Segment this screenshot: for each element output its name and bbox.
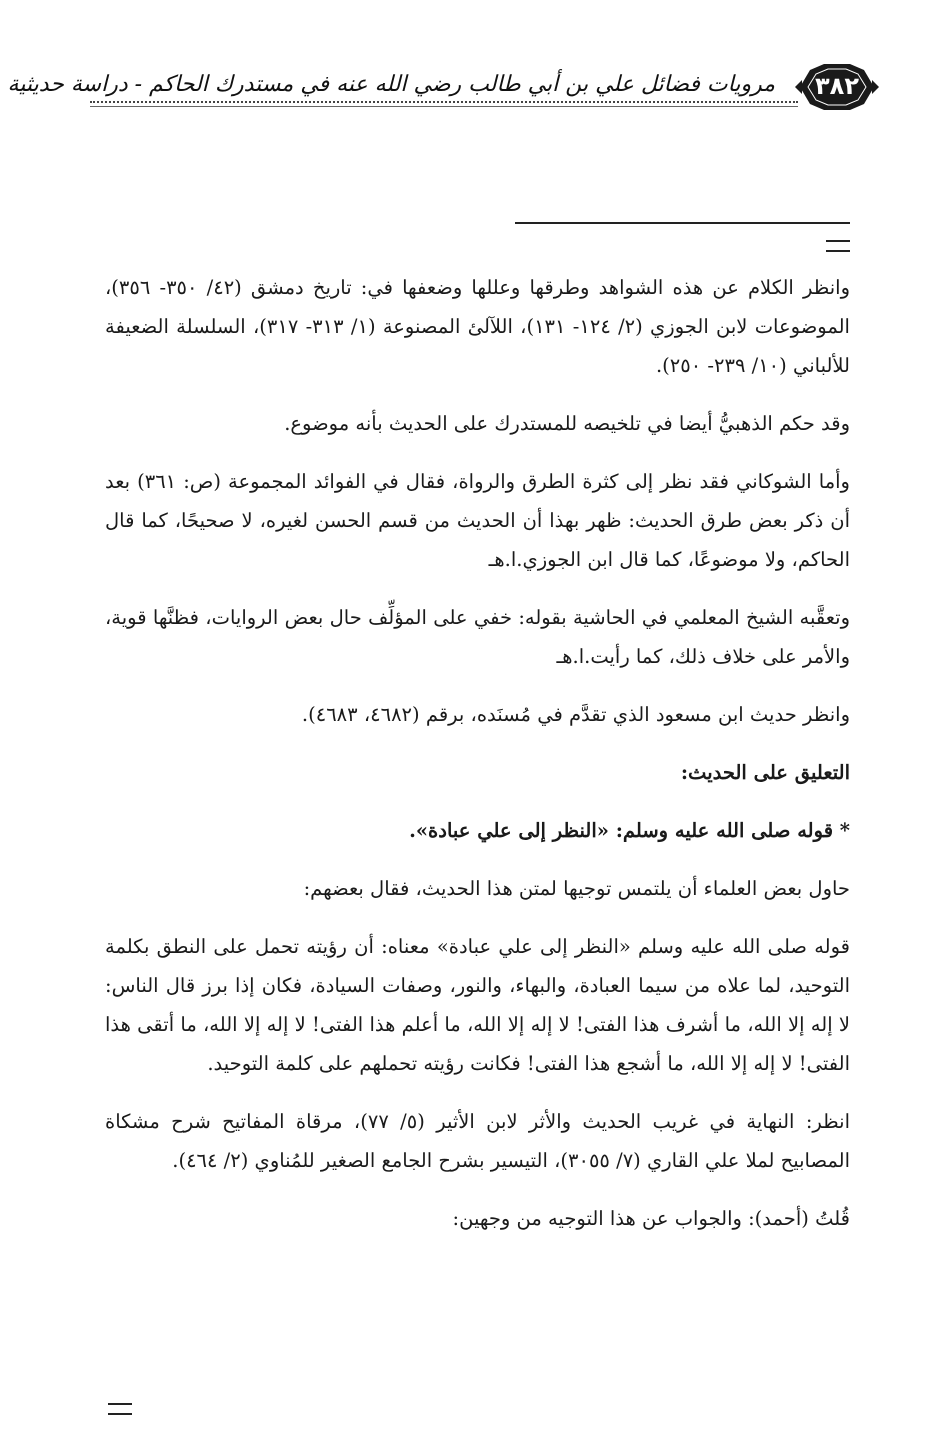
section-heading: التعليق على الحديث: bbox=[680, 761, 850, 784]
paragraph-ibn-masud: وانظر حديث ابن مسعود الذي تقدَّم في مُسنَده، برقم (٤٦٨٢، ٤٦٨٣). bbox=[301, 703, 850, 726]
header-rule-dotted bbox=[90, 101, 798, 103]
paragraph-meaning: قوله صلى الله عليه وسلم «النظر إلى علي عبادة» معناه: أن رؤيته تحمل على النطق بكلمة التوحيد، لما علاه من سيما العبادة، والبهاء، والنور، وصفات السيادة، فكان إذا برز قال الناس: لا إله إلا الله، ما أشرف هذا الفتى! لا إله إلا الله، ما أعلم هذا الفتى! لا إله إلا الله، ما أتقى هذا الفتى! لا إله إلا الله، ما أشجع هذا الفتى! فكانت رؤيته تحملهم على كلمة التوحيد. bbox=[105, 935, 850, 1075]
paragraph-scholars: حاول بعض العلماء أن يلتمس توجيها لمتن هذا الحديث، فقال بعضهم: bbox=[303, 877, 850, 900]
page-number: ٣٨٢ bbox=[815, 72, 859, 100]
footnote-rule bbox=[515, 222, 850, 224]
header-rule-solid bbox=[90, 106, 798, 107]
paragraph-answer: قُلتُ (أحمد): والجواب عن هذا التوجيه من وجهين: bbox=[452, 1207, 850, 1230]
page-number-badge bbox=[794, 58, 880, 116]
header-title: مرويات فضائل علي بن أبي طالب رضي الله عنه في مستدرك الحاكم - دراسة حديثية bbox=[7, 72, 775, 97]
paragraph-muallimi: وتعقَّبه الشيخ المعلمي في الحاشية بقوله: خفي على المؤلِّف حال بعض الروايات، فظنَّها قوية، والأمر على خلاف ذلك، كما رأيت.ا.هـ bbox=[105, 606, 850, 668]
paragraph-references: وانظر الكلام عن هذه الشواهد وطرقها وعللها وضعفها في: تاريخ دمشق (٤٢/ ٣٥٠- ٣٥٦)، الموضوعات لابن الجوزي (٢/ ١٢٤- ١٣١)، اللآلئ المصنوعة (١/ ٣١٣- ٣١٧)، السلسلة الضعيفة للألباني (١٠/ ٢٣٩- ٢٥٠). bbox=[105, 276, 850, 377]
paragraph-dhahabi: وقد حكم الذهبيُّ أيضا في تلخيصه للمستدرك على الحديث بأنه موضوع. bbox=[284, 412, 850, 435]
hadith-quote: * قوله صلى الله عليه وسلم: «النظر إلى علي عبادة». bbox=[409, 819, 850, 842]
paragraph-shawkani: وأما الشوكاني فقد نظر إلى كثرة الطرق والرواة، فقال في الفوائد المجموعة (ص: ٣٦١) بعد أن ذكر بعض طرق الحديث: ظهر بهذا أن الحديث من قسم الحسن لغيره، لا صحيحًا، كما قال الحاكم، ولا موضوعًا، كما قال ابن الجوزي.ا.هـ bbox=[105, 470, 850, 571]
footnote-body bbox=[105, 268, 850, 1257]
continuation-mark-top bbox=[826, 240, 850, 252]
page-header bbox=[7, 58, 880, 118]
paragraph-sources: انظر: النهاية في غريب الحديث والأثر لابن الأثير (٥/ ٧٧)، مرقاة المفاتيح شرح مشكاة المصابيح لملا علي القاري (٧/ ٣٠٥٥)، التيسير بشرح الجامع الصغير للمُناوي (٢/ ٤٦٤). bbox=[105, 1110, 850, 1172]
continuation-mark-bottom bbox=[108, 1403, 132, 1415]
